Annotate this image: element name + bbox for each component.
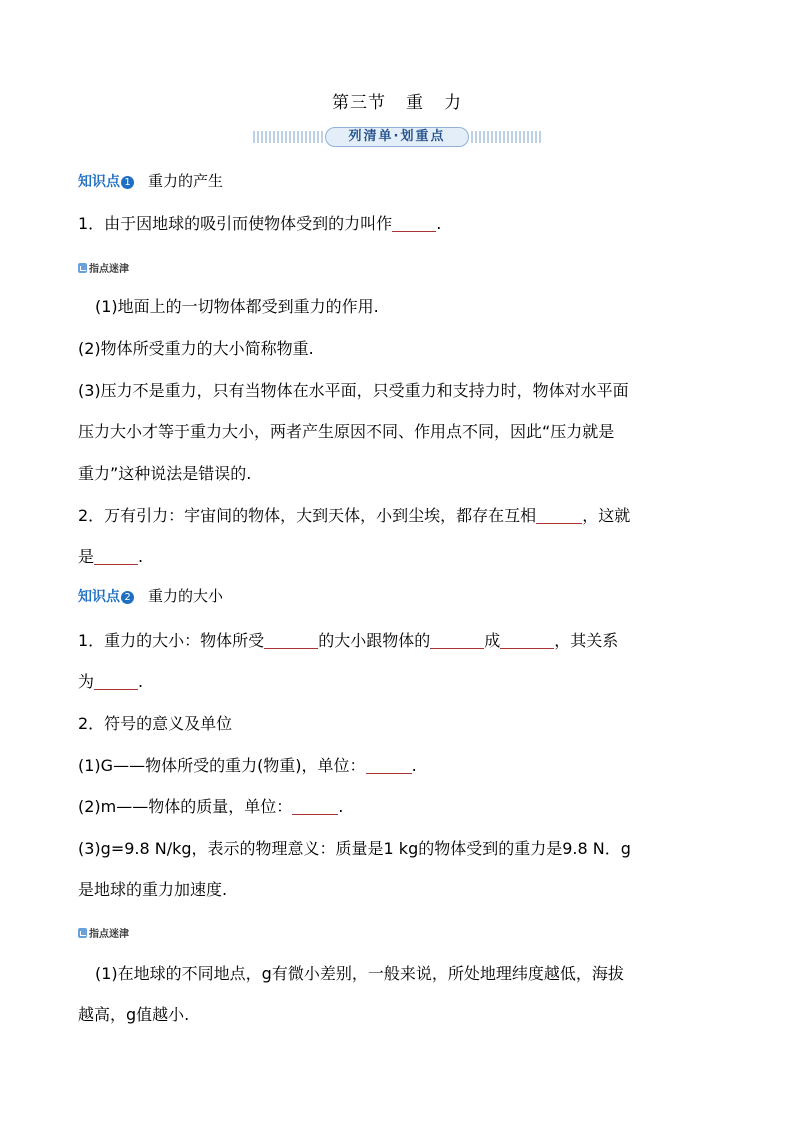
title-part3: 力 bbox=[444, 93, 462, 113]
question-3-line-2 bbox=[78, 672, 143, 692]
answer-blank[interactable] bbox=[94, 548, 138, 565]
question-text: 1．重力的大小：物体所受 bbox=[78, 631, 265, 650]
title-part1: 第三节 bbox=[332, 93, 386, 113]
question-text: 成 bbox=[484, 631, 501, 650]
number-badge-icon: 2 bbox=[121, 591, 134, 604]
answer-blank[interactable] bbox=[536, 507, 582, 524]
knowledge-point-tag: 知识点 bbox=[78, 174, 120, 190]
banner-stripes-right bbox=[471, 131, 541, 143]
tip1-line-4: 压力大小才等于重力大小，两者产生原因不同、作用点不同，因此“压力就是 bbox=[78, 422, 615, 441]
answer-blank[interactable] bbox=[430, 632, 484, 649]
question-4-line-4: 是地球的重力加速度. bbox=[78, 880, 228, 899]
tip2-line-2: 越高，g值越小. bbox=[78, 1005, 190, 1024]
tip-heading-2 bbox=[78, 925, 129, 940]
banner-stripes-left bbox=[253, 131, 323, 143]
question-4-g bbox=[78, 756, 417, 776]
tip1-line-2: (2)物体所受重力的大小简称物重. bbox=[78, 339, 314, 358]
question-text: ，其关系 bbox=[554, 631, 619, 650]
question-text: ，这就 bbox=[582, 506, 631, 525]
knowledge-point-tag: 知识点 bbox=[78, 589, 120, 605]
section-title bbox=[0, 88, 794, 113]
question-text: 为 bbox=[78, 672, 95, 691]
answer-blank[interactable] bbox=[94, 673, 138, 690]
question-text: 2．万有引力：宇宙间的物体，大到天体，小到尘埃，都存在互相 bbox=[78, 506, 537, 525]
question-end: . bbox=[138, 672, 144, 691]
knowledge-point-2-heading bbox=[78, 585, 223, 606]
tip-label: 指点迷津 bbox=[89, 264, 129, 275]
tip2-line-1: (1)在地球的不同地点，g有微小差别，一般来说，所处地理纬度越低，海拔 bbox=[95, 964, 624, 983]
question-text: (2)m——物体的质量，单位： bbox=[78, 797, 293, 816]
question-text: 的大小跟物体的 bbox=[318, 631, 431, 650]
question-4-m bbox=[78, 797, 343, 817]
tip1-line-1: (1)地面上的一切物体都受到重力的作用. bbox=[95, 297, 379, 316]
answer-blank[interactable] bbox=[500, 632, 554, 649]
tip-heading-1 bbox=[78, 260, 129, 275]
tip-icon bbox=[78, 263, 87, 273]
question-text: 1．由于因地球的吸引而使物体受到的力叫作 bbox=[78, 214, 393, 233]
question-4-title: 2．符号的意义及单位 bbox=[78, 714, 233, 733]
question-end: . bbox=[138, 547, 144, 566]
question-text: 是 bbox=[78, 547, 95, 566]
question-3-line-1 bbox=[78, 631, 618, 651]
answer-blank[interactable] bbox=[366, 757, 412, 774]
question-4-line-3: (3)g=9.8 N/kg，表示的物理意义：质量是1 kg的物体受到的重力是9.8 N．g bbox=[78, 839, 631, 858]
tip-icon bbox=[78, 928, 87, 938]
question-text: (1)G——物体所受的重力(物重)，单位： bbox=[78, 756, 366, 775]
question-end: . bbox=[411, 756, 417, 775]
knowledge-point-title: 重力的大小 bbox=[148, 587, 224, 605]
tip-label: 指点迷津 bbox=[89, 929, 129, 940]
question-end: . bbox=[436, 214, 442, 233]
question-end: . bbox=[338, 797, 344, 816]
answer-blank[interactable] bbox=[292, 798, 338, 815]
answer-blank[interactable] bbox=[264, 632, 318, 649]
knowledge-point-1-heading bbox=[78, 170, 223, 191]
banner-label: 列清单·划重点 bbox=[325, 127, 469, 147]
question-2-line-2 bbox=[78, 547, 143, 567]
answer-blank[interactable] bbox=[392, 215, 436, 232]
tip1-line-3: (3)压力不是重力，只有当物体在水平面，只受重力和支持力时，物体对水平面 bbox=[78, 381, 629, 400]
tip1-line-5: 重力”这种说法是错误的. bbox=[78, 464, 252, 483]
question-2-line-1 bbox=[78, 506, 630, 526]
question-1 bbox=[78, 214, 441, 234]
title-part2: 重 bbox=[406, 93, 424, 113]
section-banner bbox=[253, 127, 541, 147]
knowledge-point-title: 重力的产生 bbox=[148, 172, 224, 190]
number-badge-icon: 1 bbox=[121, 176, 134, 189]
